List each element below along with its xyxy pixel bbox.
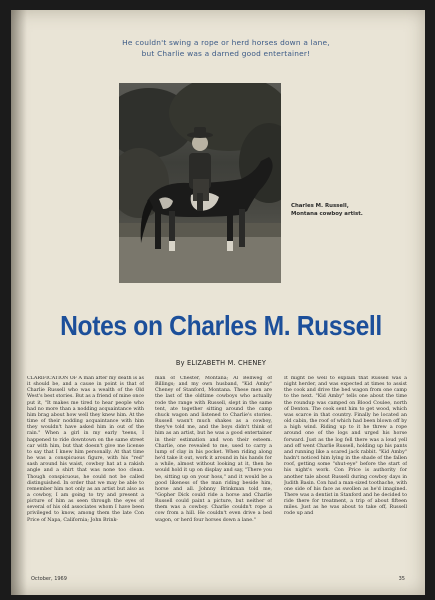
issue-date: October, 1969: [31, 576, 67, 582]
photo-caption: [291, 203, 411, 218]
caption-description: Montana cowboy artist.: [291, 210, 363, 217]
russell-horse-photo: [119, 83, 281, 283]
column-3-text: It might be well to explain that Russell was a night herder, and was expected at times to assist the cook and drive the bed wagon from one camp to the next. "Kid Amby" tells one about the time the roundup was camped on Blood Coulee, north of Denton. The cook sent him to get wood, which was scarce in that country. Finally he located an old cabin, the roof of which had been blown off by a high wind. Riding up to it he threw a rope around one of the logs and urged his horse forward. Just as the log fell there was a loud yell and off went Charlie Russell, holding up his pants and running like a scared jack rabbit. "Kid Amby" hadn't noticed him lying in the shade of the fallen roof, getting some "shut-eye" before the start of his night's work. Con Price is authority for another tale about Russell during cowboy days in Judith Basin. Con had a man-sized toothache, with one side of his face as swollen as he'd imagined. There was a dentist in Stanford and he decided to ride there for treatment, a trip of about fifteen miles. Just as he was about to take off, Russell rode up and: [284, 376, 407, 517]
page-number: 35: [398, 576, 405, 582]
blurb-line-1: He couldn't swing a rope or herd horses down a lane,: [122, 38, 330, 47]
caption-name: Charles M. Russell,: [291, 203, 349, 209]
magazine-page: [11, 10, 425, 595]
blurb-line-2: but Charlie was a darned good entertainer!: [141, 49, 311, 58]
column-1-text: CLARIFICATION OF A man after my death is as it should be, and a cause in point is that of Charlie Russell who was a wealth of the Old West's best stories. But as a friend of mine once put it, "It makes me tired to hear people who had no more than a nodding acquaintance with him brag about how well they knew him. At the time of their nodding acquaintance with him they wouldn't have asked him in out of the rain." When a girl in my early 'teens, I happened to ride downtown on the same street car with him, but that doesn't give me license to say that I knew him personally. At that time he was a conspicuous figure, with his "red" sash around his waist, cowboy hat at a rakish angle and a shirt that was none too clean. Though conspicuous, he could not be called distinguished. In order that we may be able to remember him not only as an artist but also as a cowboy, I am going to try and present a picture of him as seen through the eyes of several of his old associates whom I have been privileged to know, among them the late Con Price of Napa, California; John Brink-: [27, 376, 144, 523]
article-column-3: [284, 376, 407, 576]
article-column-1: [27, 376, 144, 576]
photo-illustration: [119, 83, 281, 283]
column-2-text: man of Chester, Montana; Al Bellweg of Billings; and my own husband, "Kid Amby" Cheney of Stanford, Montana. These men are the last of the oldtime cowboys who actually rode the range with Russell, slept in the same tent, ate together sitting around the camp chuck wagon and listened to Charlie's stories. Russell wasn't much shakes as a cowboy, they've told me, and the boys didn't think of him as an artist, but he was a good entertainer in their estimation and won their esteem. Charlie, one revealed to me, used to carry a lump of clay in his pocket. When riding along he'd take it out, work it around in his hands for a while, almost without looking at it, then he would hold it up on display and say, "There you be, sitting up on your hoss," and it would be a good likeness of the man riding beside him, horse and all. Johnny Brinkman told me, "Gopher Dick could ride a horse and Charlie Russell could paint a picture, but neither of them was a cowboy. Charlie couldn't rope a cow from a hill. He couldn't even drive a bed wagon, or herd four horses down a lane.": [155, 376, 272, 523]
intro-blurb: [51, 37, 401, 59]
article-byline: By ELIZABETH M. CHENEY: [175, 359, 267, 367]
article-column-2: [155, 376, 272, 576]
page-binding-shadow: [11, 10, 27, 595]
article-title: Notes on Charles M. Russell: [60, 310, 382, 341]
